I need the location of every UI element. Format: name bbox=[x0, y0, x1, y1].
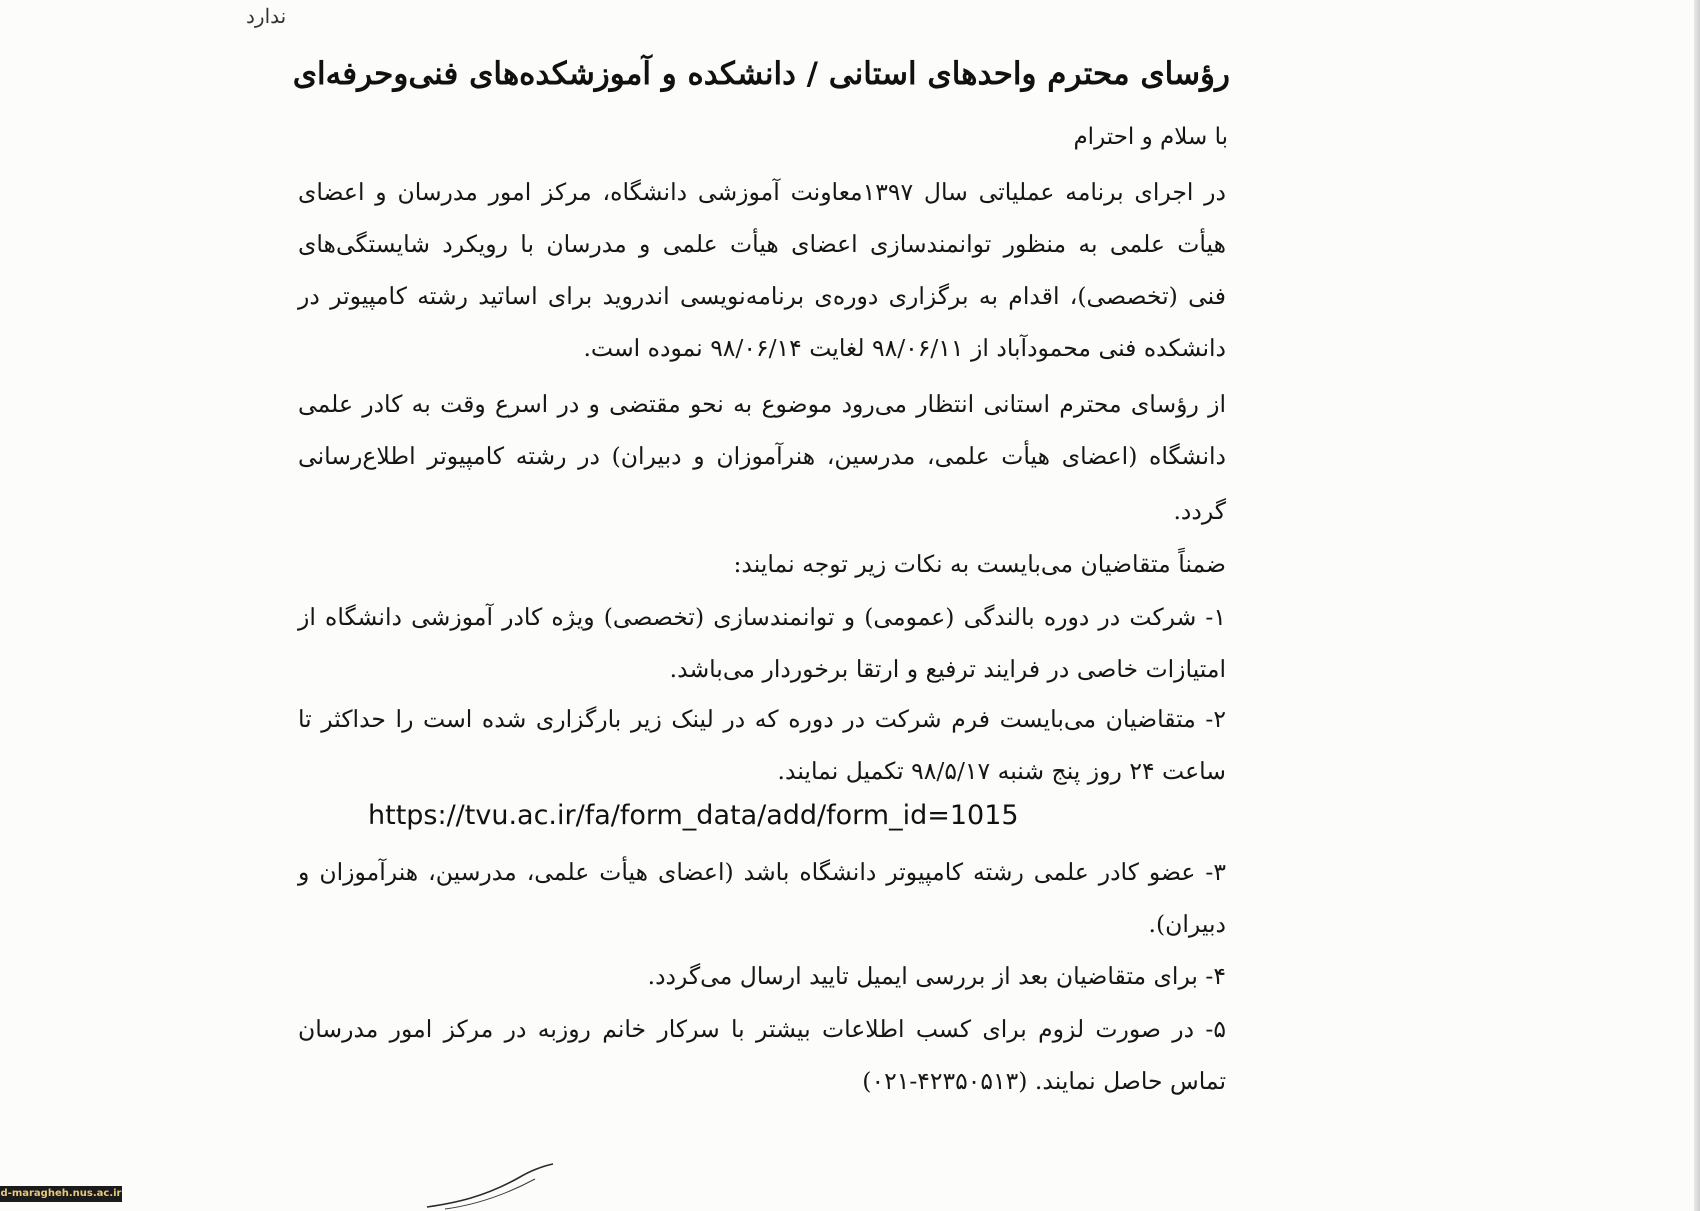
scan-edge bbox=[1694, 0, 1700, 1211]
greeting: با سلام و احترام bbox=[1073, 124, 1228, 150]
paragraph1-line-3: فنی (تخصصی)، اقدام به برگزاری دوره‌ی برنامه‌نویسی اندروید برای اساتید رشته کامپیوتر در bbox=[298, 282, 1226, 310]
note1-line-1: ۱- شرکت در دوره بالندگی (عمومی) و توانمندسازی (تخصصی) ویژه کادر آموزشی دانشگاه از bbox=[298, 603, 1226, 631]
paragraph2-line-2: دانشگاه (اعضای هیأت علمی، مدرسین، هنرآموزان و دبیران) در رشته کامپیوتر اطلاع‌رسانی bbox=[298, 442, 1226, 470]
note3-line-1: ۳- عضو کادر علمی رشته کامپیوتر دانشگاه باشد (اعضای هیأت علمی، مدرسین، هنرآموزان و bbox=[298, 858, 1226, 886]
signature-mark bbox=[425, 1163, 565, 1211]
note1-line-2: امتیازات خاصی در فرایند ترفیع و ارتقا برخوردار می‌باشد. bbox=[669, 655, 1226, 683]
footer-tag: d-maragheh.nus.ac.ir bbox=[0, 1186, 122, 1202]
paragraph1-line-1: در اجرای برنامه عملیاتی سال ۱۳۹۷معاونت آموزشی دانشگاه، مرکز امور مدرسان و اعضای bbox=[298, 178, 1226, 206]
note2-line-2: ساعت ۲۴ روز پنج شنبه ۹۸/۵/۱۷ تکمیل نمایند. bbox=[777, 757, 1226, 785]
note5-line-1: ۵- در صورت لزوم برای کسب اطلاعات بیشتر با سرکار خانم روزبه در مرکز امور مدرسان bbox=[298, 1015, 1226, 1043]
note5-line-2: تماس حاصل نمایند. (۴۲۳۵۰۵۱۳-۰۲۱) bbox=[862, 1067, 1226, 1095]
note3-line-2: دبیران). bbox=[1148, 910, 1226, 938]
form-link[interactable]: https://tvu.ac.ir/fa/form_data/add/form_id=1015 bbox=[368, 800, 1019, 831]
paragraph1-line-4: دانشکده فنی محمودآباد از ۹۸/۰۶/۱۱ لغایت ۹۸/۰۶/۱۴ نموده است. bbox=[583, 334, 1226, 362]
note2-line-1: ۲- متقاضیان می‌بایست فرم شرکت در دوره که در لینک زیر بارگزاری شده است را حداکثر تا bbox=[298, 705, 1226, 733]
corner-note: ندارد bbox=[246, 4, 287, 28]
letter-heading: رؤسای محترم واحدهای استانی / دانشکده و آموزشکده‌های فنی‌وحرفه‌ای bbox=[292, 56, 1230, 92]
notes-intro: ضمناً متقاضیان می‌بایست به نکات زیر توجه نمایند: bbox=[733, 550, 1226, 578]
paragraph2-line-3: گردد. bbox=[1173, 497, 1226, 525]
note4: ۴- برای متقاضیان بعد از بررسی ایمیل تایید ارسال می‌گردد. bbox=[647, 962, 1226, 990]
paragraph2-line-1: از رؤسای محترم استانی انتظار می‌رود موضوع به نحو مقتضی و در اسرع وقت به کادر علمی bbox=[298, 390, 1226, 418]
paragraph1-line-2: هیأت علمی به منظور توانمندسازی اعضای هیأت علمی و مدرسان با رویکرد شایستگی‌های bbox=[298, 230, 1226, 258]
